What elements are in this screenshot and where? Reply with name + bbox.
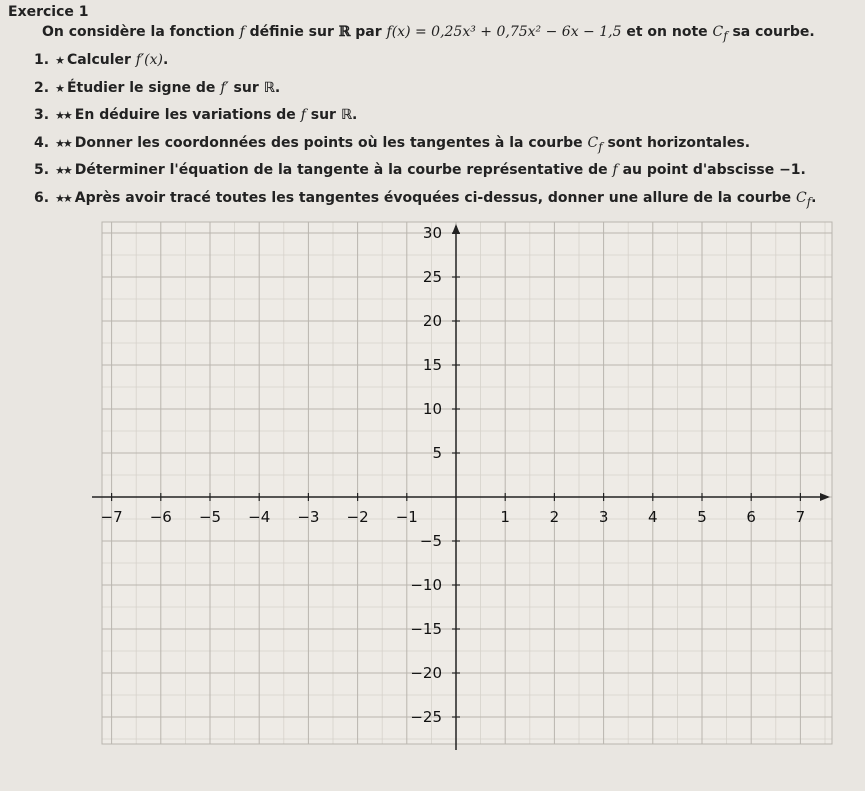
y-tick-label: 25 — [422, 268, 442, 286]
x-tick-label: 3 — [598, 508, 609, 526]
difficulty-star-icon: ★★ — [55, 136, 71, 150]
x-tick-label: 4 — [648, 508, 658, 526]
question-item: 3. ★★ En déduire les variations de f sur ℝ. — [34, 107, 358, 123]
y-tick-label: −15 — [410, 620, 442, 638]
question-item: 4. ★★ Donner les coordonnées des points où les tangentes à la courbe $C_f$ sont horizontales. — [34, 134, 751, 154]
x-tick-label: 1 — [500, 508, 510, 526]
difficulty-star-icon: ★ — [55, 54, 63, 67]
y-tick-label: 10 — [422, 400, 442, 418]
x-tick-label: 7 — [795, 508, 806, 526]
y-tick-label: −25 — [410, 708, 442, 726]
x-tick-label: −1 — [395, 508, 418, 526]
x-tick-label: −6 — [149, 508, 172, 526]
y-tick-label: 20 — [422, 312, 442, 330]
y-tick-label: 5 — [432, 444, 442, 462]
question-item: 2. ★ Étudier le signe de f′ sur ℝ. — [34, 79, 281, 96]
exercise-intro: On considère la fonction f définie sur ℝ par f(x) = 0,25x³ + 0,75x² − 6x − 1,5 et on note $C_f$ sa courbe. — [42, 24, 815, 43]
x-tick-label: −5 — [198, 508, 222, 526]
question-item: 1. ★ Calculer f′(x). — [34, 52, 169, 68]
x-tick-label: 6 — [746, 508, 756, 526]
y-tick-label: 15 — [422, 356, 442, 374]
x-tick-label: 5 — [697, 508, 707, 526]
y-tick-label: −10 — [410, 576, 442, 594]
x-tick-label: −4 — [248, 508, 271, 526]
y-tick-label: 30 — [422, 224, 442, 242]
x-tick-label: −2 — [346, 508, 369, 526]
function-formula: f(x) = 0,25x³ + 0,75x² − 6x − 1,5 — [386, 24, 622, 40]
x-tick-label: −7 — [100, 508, 123, 526]
grid-paper — [102, 222, 832, 744]
difficulty-star-icon: ★ — [55, 81, 63, 95]
y-tick-label: −20 — [410, 664, 442, 682]
difficulty-star-icon: ★★ — [55, 191, 71, 205]
difficulty-star-icon: ★★ — [55, 164, 71, 177]
y-tick-label: −5 — [419, 532, 442, 550]
x-tick-label: −3 — [297, 508, 320, 526]
question-item: 6. ★★ Après avoir tracé toutes les tangentes évoquées ci-dessus, donner une allure de la courbe $C_f$. — [34, 189, 817, 209]
difficulty-star-icon: ★★ — [55, 109, 71, 122]
exercise-title: Exercice 1 — [8, 4, 89, 20]
x-tick-label: 2 — [549, 508, 560, 526]
question-item: 5. ★★ Déterminer l'équation de la tangente à la courbe représentative de f au point d'abscisse −1. — [34, 162, 806, 178]
